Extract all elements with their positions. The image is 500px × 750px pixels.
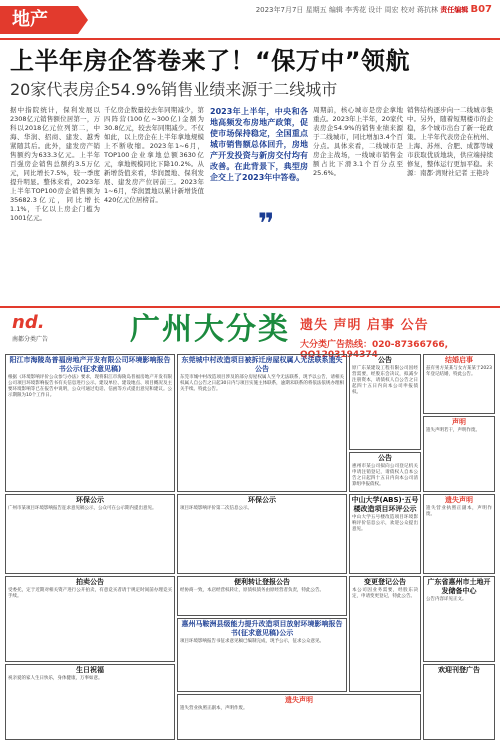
ad-title: 环保公示 <box>248 496 276 504</box>
ad-title: 环保公示 <box>76 496 104 504</box>
classified-ad <box>177 354 347 492</box>
article-column-5: 销售结构逐步向一二线城市集中。另外，随着短期楼市的企稳，多个城市出台了新一轮政策。上半年代表房企在杭州、上海、苏州、合肥、成都等城市获取优质地块，供应端持续修复，整体运行更加平稳。来源：南都·湾财社记者 王艳玲 <box>407 106 493 177</box>
ad-title: 遗失声明 <box>285 696 313 704</box>
ad-body: 项目环境影响评价第二次信息公示。 <box>180 506 252 511</box>
article-column-1: 据中指院统计，保利发展以2308亿元销售额位居第一，万科以2018亿元位列第二，中海、华润、招商、建发、越秀紧随其后。此外，建发房产销售额约为633.3亿元。上半年百强房企销售总额约3.5万亿元，同比增长7.5%，较一季度提升明显。整体来看，2023年上半年TOP100房企销售额为35682.3亿元，同比增长1.1%，千亿以上房企门槛为1001亿元。 <box>10 106 100 222</box>
article-column-2: 千亿房企数量较去年同期减少，第四阵营(100亿~300亿)金额为30.8亿元，较去年同期减少。不仅如此，以上房企在上半年拿地规模上不断收缩。2023年1~6月，TOP100企业拿地总额3630亿元，拿地规模同比下降10.2%。从新增货值来看，华润置地、保利发展、建发房产位居前三。2023年1~6月，华润置地以累计新增货值420亿元位居榜首。 <box>104 106 204 204</box>
classified-ad <box>349 452 421 492</box>
logo-subtitle: 南都分类广告 <box>12 336 49 343</box>
classified-ad <box>423 416 495 492</box>
classified-ad <box>423 494 495 574</box>
ad-title: 变更登记公告 <box>364 578 406 586</box>
headline: 上半年房企答卷来了！“保万中”领航 <box>10 47 411 75</box>
ad-title: 惠州马鞍洲县级能力提升改造项目放射环境影响报告书(征求意见稿)公示 <box>181 620 343 637</box>
ad-title: 公告 <box>378 454 392 462</box>
article-column-4: 周期前，核心城市是房企拿地重点。2023年上半年，20家代表房企54.9%的销售业绩来源于二线城市，同比增加3.4个百分点。具体来看，二线城市是房企主战场，一线城市销售金额占比下滑3.1个百分点至25.6%。 <box>313 106 403 177</box>
classified-ad <box>5 354 175 492</box>
ad-title: 中山大学(ABS)·五号楼改造项目环评公示 <box>351 496 419 513</box>
ad-title: 声明 <box>452 418 466 426</box>
classified-ad <box>423 354 495 414</box>
ad-body: 项目环境影响报告书征求意见稿已编制完成，现予公示，征求公众意见。 <box>180 639 324 644</box>
ad-body: 经协商一致，本店经营权转让，原债权债务由原经营者负责，特此公告。 <box>180 588 324 593</box>
quote-mark-icon: ❞ <box>258 207 275 240</box>
classified-ad <box>5 576 175 662</box>
ad-body: 本公司因业务需要，经股东决定，申请变更登记，特此公告。 <box>352 588 418 599</box>
date-text: 2023年7月7日 星期五 编辑 李秀花 设计 周宏 校对 蒋抗林 <box>255 6 438 14</box>
ad-hotline: 大分类广告热线：020-87366766, QQ1203194374 <box>300 340 449 360</box>
classified-title: 广州大分类 <box>130 312 290 347</box>
classified-ad <box>349 576 421 692</box>
classified-ad <box>423 576 495 662</box>
ad-title: 东莞城中村改造项目被拆迁房屋权属人无法联系遗失公告 <box>181 356 343 373</box>
classifieds-grid <box>5 354 495 744</box>
classified-ad <box>5 494 175 574</box>
section-tag-arrow <box>78 6 88 34</box>
ad-title: 便利转让登报公告 <box>234 578 290 586</box>
ad-body: 遗失营业执照正副本，声明作废。 <box>426 506 492 517</box>
ad-title: 阳江市海陵岛普福房地产开发有限公司环境影响报告书公示(征求意见稿) <box>9 356 171 373</box>
logo-mark: nd. <box>12 312 45 333</box>
classified-ad <box>177 618 347 692</box>
ad-body: 原广东某建设工程有限公司因经营需要，经股东会决议，拟减少注册资本，请债权人自公告之日起四十五日内向本公司申报债权。 <box>352 366 418 395</box>
classified-ad <box>349 354 421 450</box>
classified-ad <box>349 494 421 574</box>
classified-ad <box>423 664 495 740</box>
ad-body: 遗失声明若干，声明作废。 <box>426 428 480 433</box>
ad-body: 遗失营业执照正副本，声明作废。 <box>180 706 248 711</box>
page-number: B07 <box>470 4 492 15</box>
ad-body: 兹有男方某某与女方某某于2023年登记结婚，特此公告。 <box>426 366 492 377</box>
ad-title: 欢迎刊登广告 <box>438 666 480 674</box>
classified-ad <box>177 494 347 574</box>
ad-body: 广州市某项目环境影响报告征求意见稿公示，公众可在公示期内提出意见。 <box>8 506 157 511</box>
ad-body <box>424 675 494 677</box>
ad-body: 祝亲爱的家人生日快乐，身体健康，万事如意。 <box>8 676 103 681</box>
page-header <box>0 0 500 40</box>
section-tag: 地产 <box>0 6 78 34</box>
ad-categories: 遗失 声明 启事 公告 <box>300 318 429 333</box>
classified-ad <box>177 694 421 740</box>
classified-ad <box>177 576 347 616</box>
ad-title: 广东省惠州市土地开发储备中心 <box>427 578 491 595</box>
article-lead: 2023年上半年，中央和各地高频发布房地产政策，促使市场保持稳定，全国重点城市销售额总体回升，房地产开发投资与新房交付均有改善。在此背景下，典型房企交上了2023年中答卷。 <box>210 107 308 182</box>
ad-body: 根据《环境影响评价公众参与办法》要求，现将阳江市海陵岛普福房地产开发有限公司项目环境影响报告书有关信息进行公示。建设单位、建设地点、项目概况及主要环境影响等已在报告中说明，公众可通过电话、信函等方式提出意见和建议。公示期限为10个工作日。 <box>8 375 172 398</box>
editor-label: 责任编辑 <box>440 6 469 14</box>
ad-title: 拍卖公告 <box>76 578 104 586</box>
ad-body: 受委托，定于近期对相关资产进行公开拍卖，有意竞买者请于规定时间前办理竞买手续。 <box>8 588 172 599</box>
ad-body: 中山大学五号楼改造项目环境影响评价信息公示，欢迎公众提出意见。 <box>352 515 418 532</box>
newspaper-logo <box>12 312 82 346</box>
ad-title: 结婚启事 <box>445 356 473 364</box>
date-line <box>256 4 492 15</box>
subheadline: 20家代表房企54.9%销售业绩来源于二线城市 <box>10 80 338 99</box>
ad-title: 公告 <box>378 356 392 364</box>
classified-ad <box>5 664 175 740</box>
ad-body: 惠州市某公司拟向公司登记机关申请注销登记，请债权人自本公告之日起四十五日内向本公司清算组申报债权。 <box>352 464 418 487</box>
ad-title: 生日祝福 <box>76 666 104 674</box>
ad-body: 公告内容详见正文。 <box>426 597 467 602</box>
ad-body: 东莞市城中村改造项目涉及的部分房屋权属人至今无法联系，现予以公告，请相关权属人自公告之日起30日内与项目实施主体联系，逾期未联系的将依法依规办理相关手续。特此公告。 <box>180 375 344 392</box>
ad-title: 遗失声明 <box>445 496 473 504</box>
header-rule <box>0 38 500 40</box>
